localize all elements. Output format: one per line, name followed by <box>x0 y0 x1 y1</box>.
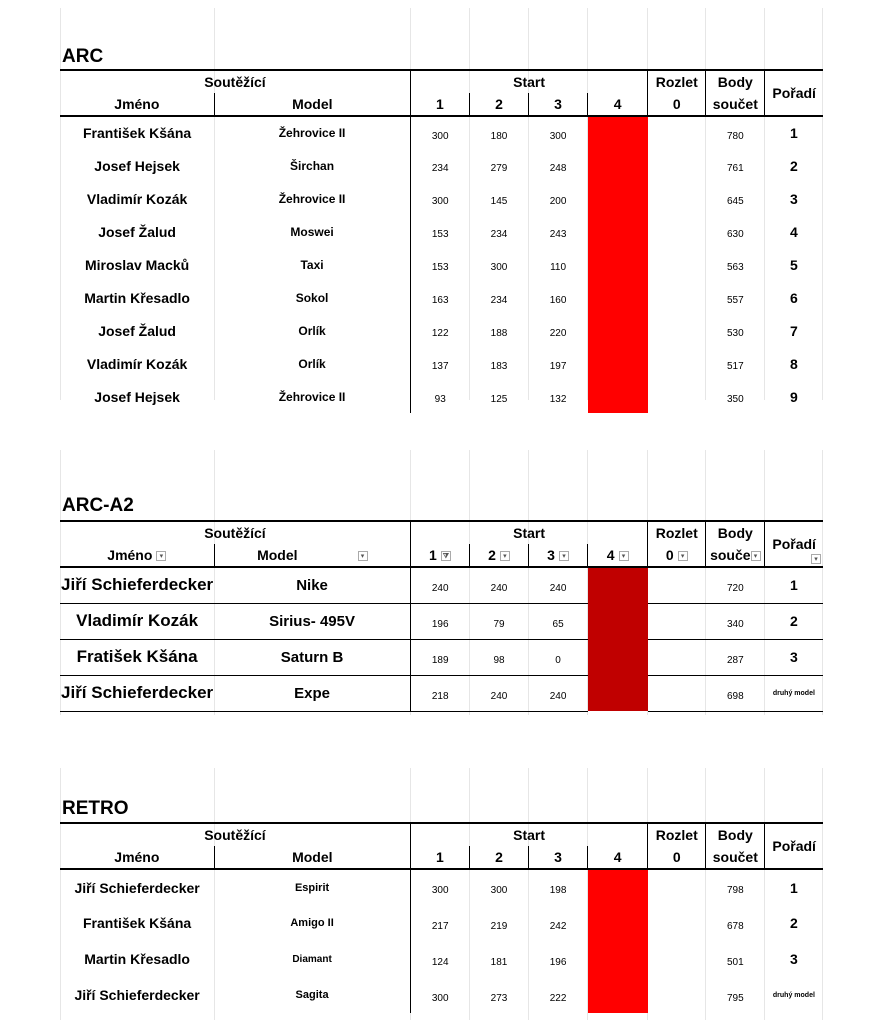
cell-sum: 795 <box>726 992 744 1004</box>
cell-rank: 4 <box>790 223 798 240</box>
section-title: ARC <box>62 46 104 67</box>
header-rozlet: Rozlet <box>648 70 706 93</box>
header-body: Body <box>706 521 765 544</box>
header-start-3-cell <box>529 544 588 567</box>
cell-rank: 3 <box>790 190 798 207</box>
cell-rank: 3 <box>790 951 798 967</box>
cell-start-2: 300 <box>490 262 508 273</box>
table-row <box>60 149 823 182</box>
dropdown-arrow-icon[interactable]: ▾ <box>619 551 629 561</box>
table-row <box>60 380 823 413</box>
header-start-3: 3 <box>529 846 588 869</box>
cell-rank: 6 <box>790 289 798 306</box>
cell-model: Žehrovice II <box>214 182 410 215</box>
cell-start-4 <box>588 675 648 711</box>
cell-start-2: 181 <box>490 956 508 968</box>
cell-start-3: 160 <box>549 295 567 306</box>
cell-model: Žehrovice II <box>214 116 410 149</box>
cell-start-4 <box>588 567 648 603</box>
cell-start-4 <box>588 905 648 941</box>
header-body-sub: souče <box>710 547 751 563</box>
table-row <box>60 281 823 314</box>
cell-model: Taxi <box>214 248 410 281</box>
cell-rank: 1 <box>765 567 823 603</box>
cell-rank: 3 <box>765 639 823 675</box>
cell-rozlet <box>648 248 706 281</box>
header-rozlet: Rozlet <box>648 823 706 846</box>
cell-sum: 780 <box>726 130 744 142</box>
cell-start-4 <box>588 603 648 639</box>
header-poradi: Pořadí <box>765 70 823 116</box>
header-model-cell <box>214 544 410 567</box>
cell-name: Jiří Schieferdecker <box>74 987 200 1003</box>
cell-start-2: 125 <box>490 394 508 405</box>
cell-rank: druhý model <box>772 991 815 999</box>
cell-start-3: 300 <box>549 130 567 142</box>
cell-start-3: 240 <box>529 567 588 603</box>
cell-name: Jiří Schieferdecker <box>74 879 200 896</box>
cell-start-3: 240 <box>529 675 588 711</box>
cell-start-2: 300 <box>490 885 508 896</box>
group-header-competitors: Soutěžící <box>60 521 410 544</box>
cell-start-2: 240 <box>469 675 528 711</box>
cell-rozlet <box>648 905 706 941</box>
header-start-2: 2 <box>469 93 528 116</box>
cell-rozlet <box>648 567 706 603</box>
cell-start-4 <box>588 639 648 675</box>
header-start-2: 2 <box>469 846 528 869</box>
cell-sum: 340 <box>706 603 765 639</box>
cell-start-2: 219 <box>490 920 508 932</box>
header-jmeno: Jméno <box>107 547 153 563</box>
group-header-competitors: Soutěžící <box>60 823 410 846</box>
cell-rank: 8 <box>790 355 798 372</box>
cell-rank: 5 <box>790 256 798 273</box>
cell-name: Vladimír Kozák <box>86 190 188 207</box>
cell-start-4 <box>588 116 648 149</box>
header-body-sub: součet <box>706 93 765 116</box>
cell-model: Espirit <box>214 869 410 905</box>
table-row <box>60 116 823 149</box>
cell-sum: 720 <box>706 567 765 603</box>
cell-start-2: 234 <box>490 295 508 306</box>
cell-start-3: 197 <box>549 361 567 372</box>
cell-start-2: 279 <box>490 163 508 174</box>
header-start-3: 3 <box>547 547 555 563</box>
cell-sum: 645 <box>726 196 744 207</box>
cell-rozlet <box>648 603 706 639</box>
header-poradi: Pořadí <box>765 823 823 869</box>
dropdown-arrow-icon[interactable]: ▾ <box>358 551 368 561</box>
cell-start-3: 248 <box>549 163 567 174</box>
cell-start-4 <box>588 869 648 905</box>
header-body: Body <box>706 70 765 93</box>
cell-start-4 <box>588 380 648 413</box>
results-table <box>60 69 823 413</box>
cell-start-3: 200 <box>549 196 567 207</box>
cell-sum: 350 <box>726 394 744 405</box>
cell-sum: 557 <box>726 295 744 306</box>
cell-start-1: 124 <box>431 956 449 968</box>
header-jmeno: Jméno <box>60 93 214 116</box>
cell-name: Jiří Schieferdecker <box>60 675 214 711</box>
cell-start-1: 218 <box>410 675 469 711</box>
header-jmeno-cell <box>60 544 214 567</box>
cell-start-1: 300 <box>431 992 449 1004</box>
header-model: Model <box>214 93 410 116</box>
cell-rozlet <box>648 215 706 248</box>
cell-start-1: 300 <box>431 196 449 207</box>
cell-model: Diamant <box>214 941 410 977</box>
results-table <box>60 520 823 712</box>
cell-start-4 <box>588 281 648 314</box>
group-header-start: Start <box>410 70 647 93</box>
header-start-2: 2 <box>488 547 496 563</box>
cell-start-1: 240 <box>410 567 469 603</box>
header-rozlet-sub-cell <box>648 544 706 567</box>
cell-rank: 1 <box>790 879 798 896</box>
cell-rozlet <box>648 941 706 977</box>
cell-rozlet <box>648 675 706 711</box>
cell-start-3: 243 <box>549 229 567 240</box>
header-start-4: 4 <box>588 846 648 869</box>
header-poradi-cell <box>765 521 823 567</box>
cell-rozlet <box>648 380 706 413</box>
section-title: ARC-A2 <box>62 495 134 516</box>
header-start-3: 3 <box>529 93 588 116</box>
cell-start-1: 153 <box>431 262 449 273</box>
cell-rank: 1 <box>790 125 798 141</box>
table-row <box>60 215 823 248</box>
cell-rozlet <box>648 314 706 347</box>
cell-start-4 <box>588 182 648 215</box>
cell-start-4 <box>588 314 648 347</box>
cell-rozlet <box>648 149 706 182</box>
table-row <box>60 182 823 215</box>
cell-start-4 <box>588 347 648 380</box>
cell-start-1: 189 <box>410 639 469 675</box>
cell-name: Josef Hejsek <box>94 157 180 174</box>
cell-start-1: 196 <box>410 603 469 639</box>
cell-name: Martin Křesadlo <box>84 289 190 306</box>
header-model: Model <box>257 547 298 563</box>
header-start-1-cell <box>410 544 469 567</box>
cell-rank: 2 <box>765 603 823 639</box>
filter-icon[interactable]: ⧩ <box>442 553 449 561</box>
cell-start-3: 0 <box>529 639 588 675</box>
section-arc <box>60 8 823 405</box>
cell-start-1: 93 <box>434 394 446 405</box>
cell-sum: 563 <box>726 262 744 273</box>
cell-rank: 2 <box>790 915 798 931</box>
dropdown-arrow-icon[interactable]: ▾ <box>559 551 569 561</box>
section-retro <box>60 768 823 1020</box>
table-body <box>60 869 823 1013</box>
header-jmeno: Jméno <box>60 846 214 869</box>
cell-start-3: 110 <box>550 262 567 273</box>
cell-start-1: 300 <box>431 885 449 896</box>
cell-start-1: 153 <box>431 229 449 240</box>
cell-model: Širchan <box>214 149 410 182</box>
cell-model: Žehrovice II <box>214 380 410 413</box>
cell-model: Sokol <box>214 281 410 314</box>
cell-name: Miroslav Macků <box>84 256 190 273</box>
header-start-1: 1 <box>429 547 437 563</box>
cell-start-3: 132 <box>549 394 567 405</box>
cell-sum: 630 <box>726 229 744 240</box>
header-rozlet-sub: 0 <box>648 846 706 869</box>
header-body-sub-cell <box>706 544 765 567</box>
cell-name: Vladimír Kozák <box>86 355 188 372</box>
cell-start-4 <box>588 149 648 182</box>
header-start-2-cell <box>469 544 528 567</box>
table-row <box>60 905 823 941</box>
cell-name: Josef Žalud <box>98 223 176 240</box>
group-header-start: Start <box>410 823 647 846</box>
dropdown-arrow-icon[interactable]: ▾ <box>678 551 688 561</box>
cell-name: František Kšána <box>83 125 192 141</box>
cell-start-2: 145 <box>490 196 508 207</box>
results-table <box>60 822 823 1013</box>
header-poradi: Pořadí <box>772 536 816 552</box>
cell-rozlet <box>648 869 706 905</box>
cell-rozlet <box>648 639 706 675</box>
cell-start-4 <box>588 215 648 248</box>
cell-start-1: 300 <box>431 130 449 142</box>
cell-start-4 <box>588 941 648 977</box>
cell-sum: 678 <box>726 920 744 932</box>
cell-start-1: 137 <box>431 361 449 372</box>
cell-model: Saturn B <box>214 639 410 675</box>
header-rozlet: Rozlet <box>648 521 706 544</box>
header-body: Body <box>706 823 765 846</box>
cell-sum: 761 <box>726 163 744 174</box>
group-header-start: Start <box>410 521 647 544</box>
group-header-competitors: Soutěžící <box>60 70 410 93</box>
header-start-4-cell <box>588 544 648 567</box>
cell-start-2: 79 <box>469 603 528 639</box>
dropdown-arrow-icon[interactable]: ▾ <box>811 554 821 564</box>
cell-name: Martin Křesadlo <box>84 951 190 967</box>
cell-start-1: 163 <box>431 295 449 306</box>
cell-sum: 798 <box>726 885 744 896</box>
section-title: RETRO <box>62 798 129 819</box>
cell-start-4 <box>588 248 648 281</box>
table-row <box>60 314 823 347</box>
cell-rank: 9 <box>790 388 798 405</box>
cell-rozlet <box>648 977 706 1013</box>
cell-start-3: 242 <box>549 920 567 932</box>
cell-name: Josef Hejsek <box>94 388 180 405</box>
cell-rozlet <box>648 116 706 149</box>
cell-start-2: 98 <box>469 639 528 675</box>
table-row <box>60 941 823 977</box>
table-row <box>60 675 823 711</box>
cell-start-2: 183 <box>490 361 508 372</box>
cell-name: František Kšána <box>83 915 192 931</box>
table-row <box>60 639 823 675</box>
cell-rank: 7 <box>790 322 798 339</box>
table-row <box>60 977 823 1013</box>
header-body-sub: součet <box>706 846 765 869</box>
table-row <box>60 248 823 281</box>
cell-start-1: 122 <box>431 328 449 339</box>
cell-rozlet <box>648 281 706 314</box>
cell-sum: 501 <box>726 956 744 968</box>
cell-model: Orlík <box>214 314 410 347</box>
header-start-1: 1 <box>410 93 469 116</box>
header-start-1: 1 <box>410 846 469 869</box>
dropdown-arrow-icon[interactable]: ▾ <box>156 551 166 561</box>
cell-name: Fratišek Kšána <box>60 639 214 675</box>
cell-model: Sagita <box>214 977 410 1013</box>
cell-model: Amigo II <box>214 905 410 941</box>
cell-start-2: 188 <box>490 328 508 339</box>
header-start-4: 4 <box>588 93 648 116</box>
table-row <box>60 567 823 603</box>
cell-start-1: 234 <box>431 163 449 174</box>
cell-rozlet <box>648 182 706 215</box>
cell-rank: 2 <box>790 157 798 174</box>
table-row <box>60 603 823 639</box>
header-rozlet-sub: 0 <box>648 93 706 116</box>
dropdown-arrow-icon[interactable]: ▾ <box>751 551 761 561</box>
cell-name: Josef Žalud <box>98 322 176 339</box>
table-body <box>60 567 823 711</box>
cell-start-2: 180 <box>490 130 508 142</box>
table-row <box>60 869 823 905</box>
header-rozlet-sub: 0 <box>665 547 674 563</box>
cell-sum: 287 <box>706 639 765 675</box>
cell-start-3: 222 <box>549 992 567 1004</box>
cell-start-2: 273 <box>490 992 508 1004</box>
dropdown-arrow-icon[interactable]: ▾ <box>500 551 510 561</box>
cell-start-1: 217 <box>431 920 449 932</box>
cell-model: Orlík <box>214 347 410 380</box>
cell-start-2: 240 <box>469 567 528 603</box>
cell-sum: 698 <box>706 675 765 711</box>
table-body <box>60 116 823 413</box>
table-row <box>60 347 823 380</box>
cell-rank: druhý model <box>765 675 823 711</box>
cell-model: Sirius- 495V <box>214 603 410 639</box>
cell-sum: 517 <box>726 361 744 372</box>
cell-start-3: 198 <box>549 885 567 896</box>
cell-start-4 <box>588 977 648 1013</box>
cell-rozlet <box>648 347 706 380</box>
section-arc-a2 <box>60 450 823 715</box>
cell-start-3: 220 <box>549 328 567 339</box>
cell-name: Vladimír Kozák <box>60 603 214 639</box>
cell-model: Moswei <box>214 215 410 248</box>
cell-model: Nike <box>214 567 410 603</box>
cell-model: Expe <box>214 675 410 711</box>
cell-sum: 530 <box>726 328 744 339</box>
header-model: Model <box>214 846 410 869</box>
cell-start-3: 65 <box>529 603 588 639</box>
cell-start-2: 234 <box>490 229 508 240</box>
cell-name: Jiří Schieferdecker <box>60 567 214 603</box>
header-start-4: 4 <box>606 547 615 563</box>
cell-start-3: 196 <box>549 956 567 968</box>
